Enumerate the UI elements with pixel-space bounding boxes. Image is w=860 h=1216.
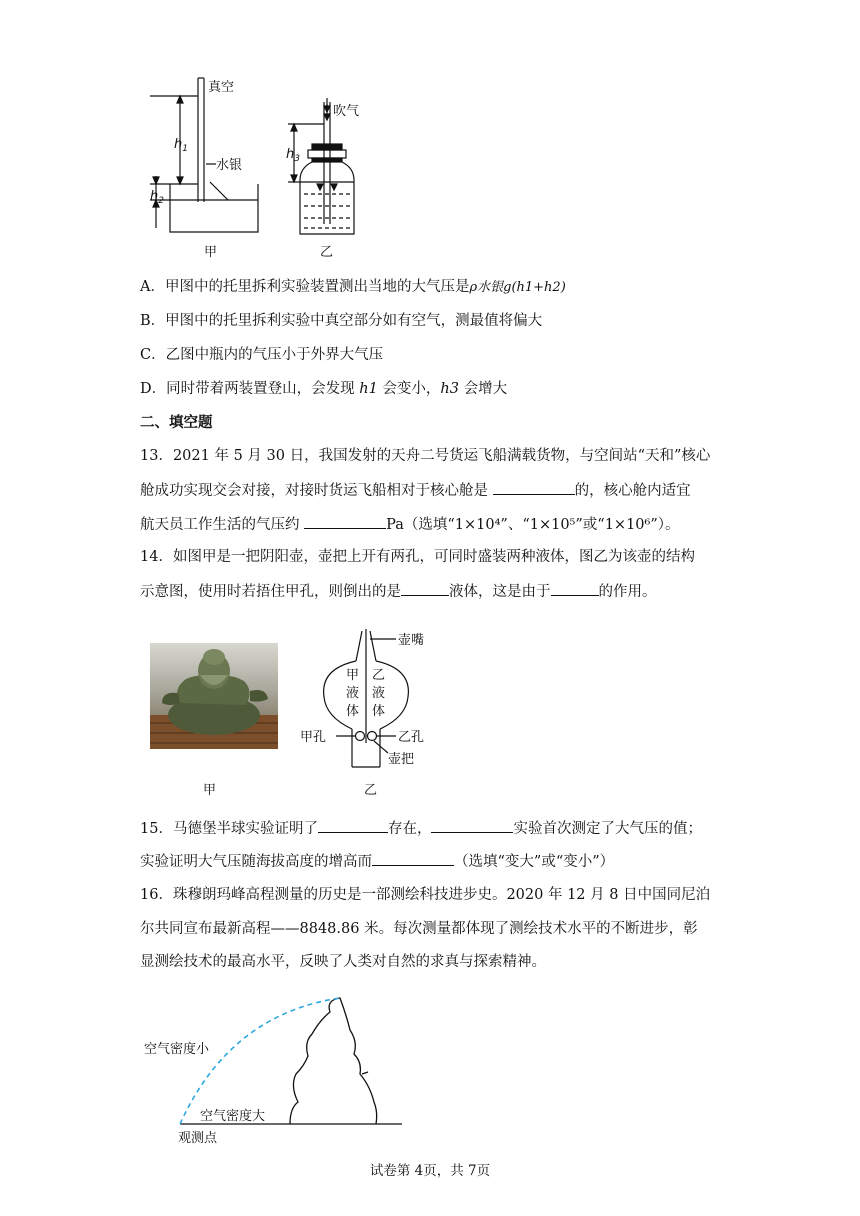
q15-blank-1[interactable] xyxy=(318,818,388,833)
option-d: D．同时带着两装置登山，会发现 h1 会变小，h3 会增大 xyxy=(140,381,508,397)
option-a: A．甲图中的托里拆利实验装置测出当地的大气压是ρ水银g(h1+h2) xyxy=(140,279,566,295)
q13-blank-2[interactable] xyxy=(304,514,386,529)
figure-yi-caption: 乙 xyxy=(320,245,334,260)
section-title: 二、填空题 xyxy=(140,415,213,431)
liquid-yi-label: 乙液体 xyxy=(372,668,386,719)
q14-line-2: 示意图，使用时若捂住甲孔，则倒出的是 液体，这是由于 的作用。 xyxy=(140,581,657,602)
teapot-structure-diagram xyxy=(296,625,446,773)
torricelli-apparatus xyxy=(150,78,258,232)
handle-label: 壶把 xyxy=(388,752,415,767)
vacuum-label: 真空 xyxy=(208,80,235,95)
q14-blank-2[interactable] xyxy=(551,581,599,596)
liquid-jia-label: 甲液体 xyxy=(346,668,360,719)
teapot-photo xyxy=(150,643,278,749)
h3-label: $h_3$ xyxy=(286,147,300,164)
everest-measurement-figure xyxy=(140,990,410,1150)
option-a-formula: ρ水银g(h1+h2) xyxy=(469,280,566,295)
high-density-label: 空气密度大 xyxy=(200,1109,266,1124)
observation-point-label: 观测点 xyxy=(178,1131,218,1146)
q14-blank-1[interactable] xyxy=(401,581,449,596)
q13-line-1: 13．2021 年 5 月 30 日，我国发射的天舟二号货运飞船满载货物，与空间站“天和”核心 xyxy=(140,448,711,464)
q15-blank-2[interactable] xyxy=(431,818,513,833)
q15-line-1: 15．马德堡半球实验证明了 存在， 实验首次测定了大气压的值； xyxy=(140,818,702,839)
h1-label: $h_1$ xyxy=(174,137,188,154)
q16-line-1: 16．珠穆朗玛峰高程测量的历史是一部测绘科技进步史。2020 年 12 月 8 日中国同尼泊 xyxy=(140,887,711,903)
torricelli-bottle-figure xyxy=(140,72,380,262)
q15-blank-3[interactable] xyxy=(372,851,454,866)
figure14-jia-caption: 甲 xyxy=(203,783,217,798)
q15-line-2: 实验证明大气压随海拔高度的增高而 （选填“变大”或“变小”） xyxy=(140,851,614,872)
spout-label: 壶嘴 xyxy=(398,633,425,648)
h2-label: $h_2$ xyxy=(150,189,164,206)
option-c: C．乙图中瓶内的气压小于外界大气压 xyxy=(140,347,384,363)
blow-label: 吹气 xyxy=(333,104,360,119)
q13-blank-1[interactable] xyxy=(493,480,575,495)
page-footer: 试卷第 4页，共 7页 xyxy=(369,1163,491,1179)
hole-jia-label: 甲孔 xyxy=(300,730,327,745)
q16-line-3: 显测绘技术的最高水平，反映了人类对自然的求真与探索精神。 xyxy=(140,954,546,970)
option-b: B．甲图中的托里拆利实验中真空部分如有空气，测最值将偏大 xyxy=(140,313,543,329)
low-density-label: 空气密度小 xyxy=(144,1042,210,1057)
q16-line-2: 尔共同宣布最新高程——8848.86 米。每次测量都体现了测绘技术水平的不断进步，彰 xyxy=(140,921,698,937)
figure-jia-caption: 甲 xyxy=(204,245,218,260)
q14-line-1: 14．如图甲是一把阴阳壶，壶把上开有两孔，可同时盛装两种液体，图乙为该壶的结构 xyxy=(140,549,695,565)
mercury-label: 水银 xyxy=(216,158,243,173)
refraction-path xyxy=(180,998,340,1124)
q13-line-2: 舱成功实现交会对接，对接时货运飞船相对于核心舱是 的，核心舱内适宜 xyxy=(140,480,691,501)
figure14-yi-caption: 乙 xyxy=(364,783,378,798)
q13-line-3: 航天员工作生活的气压约 Pa（选填“1×10⁴”、“1×10⁵”或“1×10⁶”）。 xyxy=(140,514,680,535)
hole-yi-label: 乙孔 xyxy=(398,730,425,745)
